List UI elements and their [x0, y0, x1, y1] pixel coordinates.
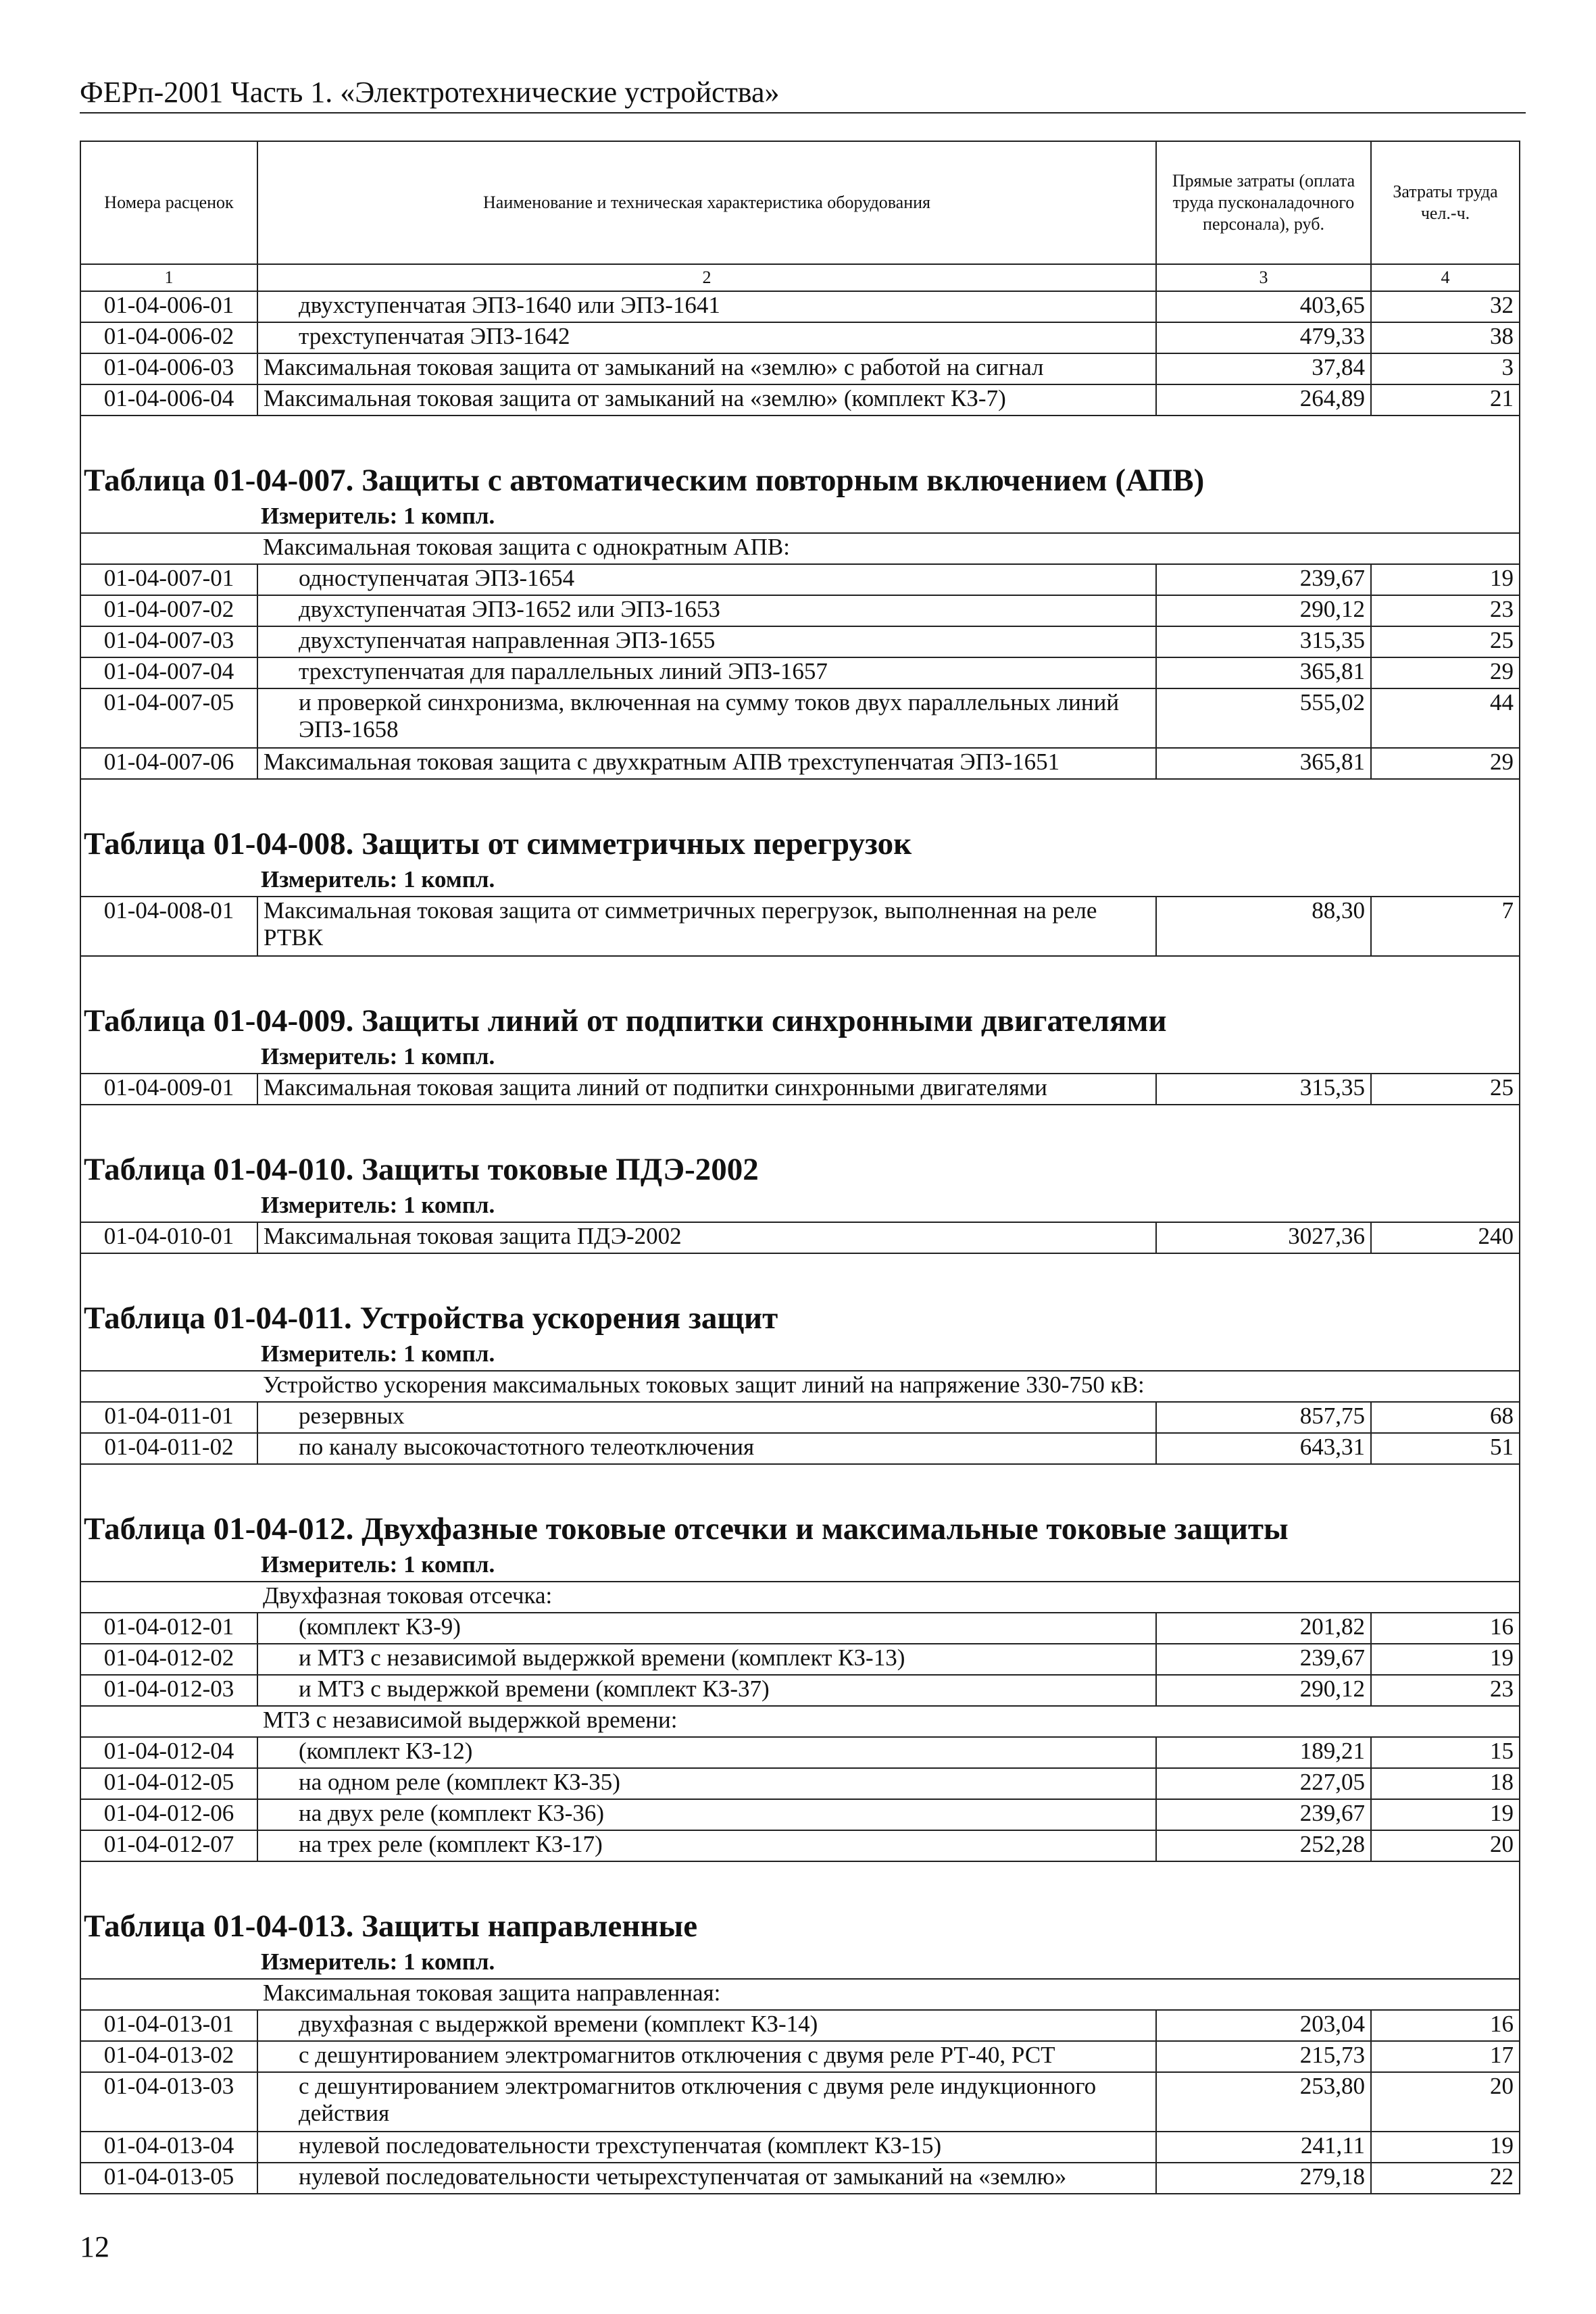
rate-cost: 3027,36	[1156, 1222, 1371, 1253]
table-row	[80, 1222, 1520, 1253]
measure-unit: Измеритель: 1 компл.	[80, 866, 1520, 897]
rate-labor: 29	[1371, 657, 1520, 688]
rate-cost: 241,11	[1156, 2132, 1371, 2163]
running-header: ФЕРп-2001 Часть 1. «Электротехнические устройства»	[80, 76, 780, 109]
rate-code: 01-04-013-03	[80, 2072, 257, 2132]
rate-code: 01-04-012-07	[80, 1830, 257, 1861]
rate-name: и МТЗ с независимой выдержкой времени (комплект КЗ-13)	[257, 1644, 1156, 1675]
group-row	[80, 1979, 1520, 2010]
measure-unit: Измеритель: 1 компл.	[80, 1192, 1520, 1222]
group-blank	[80, 1371, 257, 1402]
rate-labor: 22	[1371, 2163, 1520, 2194]
rate-labor: 38	[1371, 322, 1520, 353]
rate-labor: 19	[1371, 2132, 1520, 2163]
rate-name: трехступенчатая для параллельных линий ЭПЗ-1657	[257, 657, 1156, 688]
rate-cost: 857,75	[1156, 1402, 1371, 1433]
rate-code: 01-04-013-05	[80, 2163, 257, 2194]
rate-cost: 88,30	[1156, 897, 1371, 956]
rate-code: 01-04-008-01	[80, 897, 257, 956]
rate-name: Максимальная токовая защита линий от подпитки синхронными двигателями	[257, 1074, 1156, 1105]
table-row	[80, 1737, 1520, 1768]
rate-name: нулевой последовательности трехступенчатая (комплект КЗ-15)	[257, 2132, 1156, 2163]
rate-code: 01-04-012-06	[80, 1799, 257, 1830]
rate-labor: 18	[1371, 1768, 1520, 1799]
table-row	[80, 657, 1520, 688]
table-title-text: Таблица 01-04-009. Защиты линий от подпитки синхронными двигателями	[84, 1003, 1167, 1038]
rate-code: 01-04-011-01	[80, 1402, 257, 1433]
rate-cost: 227,05	[1156, 1768, 1371, 1799]
measure-unit: Измеритель: 1 компл.	[80, 1948, 1520, 1979]
rate-code: 01-04-007-02	[80, 595, 257, 626]
table-title-text: Таблица 01-04-007. Защиты с автоматическим повторным включением (АПВ)	[84, 463, 1205, 498]
rate-name: и МТЗ с выдержкой времени (комплект КЗ-37)	[257, 1675, 1156, 1706]
group-row	[80, 1582, 1520, 1613]
table-title	[80, 1901, 1520, 1948]
spacer	[80, 779, 1520, 819]
rate-labor: 32	[1371, 291, 1520, 322]
rate-cost: 215,73	[1156, 2041, 1371, 2072]
column-number: 1	[80, 264, 257, 291]
table-row	[80, 1402, 1520, 1433]
rate-labor: 23	[1371, 595, 1520, 626]
table-row	[80, 1830, 1520, 1861]
group-row	[80, 1706, 1520, 1737]
table-row	[80, 1433, 1520, 1464]
table-row	[80, 2163, 1520, 2194]
group-label: МТЗ с независимой выдержкой времени:	[257, 1706, 1520, 1737]
rate-code: 01-04-012-01	[80, 1613, 257, 1644]
rate-cost: 643,31	[1156, 1433, 1371, 1464]
table-row	[80, 322, 1520, 353]
rates-frame	[80, 141, 1519, 2194]
rate-cost: 239,67	[1156, 1799, 1371, 1830]
spacer	[80, 956, 1520, 996]
rate-code: 01-04-012-04	[80, 1737, 257, 1768]
rate-code: 01-04-013-02	[80, 2041, 257, 2072]
group-blank	[80, 1706, 257, 1737]
rate-name: двухступенчатая направленная ЭПЗ-1655	[257, 626, 1156, 657]
table-title-text: Таблица 01-04-008. Защиты от симметричных перегрузок	[84, 826, 912, 861]
rate-name: двухступенчатая ЭПЗ-1640 или ЭПЗ-1641	[257, 291, 1156, 322]
rate-name: и проверкой синхронизма, включенная на сумму токов двух параллельных линий ЭПЗ-1658	[257, 688, 1156, 748]
rate-labor: 3	[1371, 353, 1520, 384]
rate-name: с дешунтированием электромагнитов отключения с двумя реле РТ-40, РСТ	[257, 2041, 1156, 2072]
rate-name: (комплект КЗ-9)	[257, 1613, 1156, 1644]
header-rule	[80, 112, 1526, 114]
table-title	[80, 819, 1520, 866]
rate-name: на трех реле (комплект КЗ-17)	[257, 1830, 1156, 1861]
rate-cost: 201,82	[1156, 1613, 1371, 1644]
table-row	[80, 748, 1520, 779]
table-title-text: Таблица 01-04-013. Защиты направленные	[84, 1909, 698, 1944]
rate-cost: 252,28	[1156, 1830, 1371, 1861]
table-row	[80, 595, 1520, 626]
rates-table	[80, 141, 1520, 2194]
spacer	[80, 416, 1520, 455]
rate-code: 01-04-011-02	[80, 1433, 257, 1464]
column-number: 2	[257, 264, 1156, 291]
measure-unit: Измеритель: 1 компл.	[80, 1043, 1520, 1074]
rate-name: Максимальная токовая защита от замыканий на «землю» (комплект КЗ-7)	[257, 384, 1156, 416]
group-row	[80, 1371, 1520, 1402]
spacer	[80, 1105, 1520, 1145]
group-label: Максимальная токовая защита с однократным АПВ:	[257, 533, 1520, 564]
measure-unit: Измеритель: 1 компл.	[80, 1340, 1520, 1371]
rate-name: одноступенчатая ЭПЗ-1654	[257, 564, 1156, 595]
rate-labor: 16	[1371, 1613, 1520, 1644]
rate-name: Максимальная токовая защита ПДЭ-2002	[257, 1222, 1156, 1253]
table-row	[80, 1644, 1520, 1675]
rate-name: трехступенчатая ЭПЗ-1642	[257, 322, 1156, 353]
rate-cost: 403,65	[1156, 291, 1371, 322]
table-row	[80, 1768, 1520, 1799]
rate-cost: 264,89	[1156, 384, 1371, 416]
table-title	[80, 1145, 1520, 1192]
rate-code: 01-04-012-05	[80, 1768, 257, 1799]
table-title-text: Таблица 01-04-012. Двухфазные токовые отсечки и максимальные токовые защиты	[84, 1511, 1289, 1546]
rate-name: (комплект КЗ-12)	[257, 1737, 1156, 1768]
rate-cost: 315,35	[1156, 626, 1371, 657]
rate-labor: 17	[1371, 2041, 1520, 2072]
rate-name: Максимальная токовая защита от замыканий на «землю» с работой на сигнал	[257, 353, 1156, 384]
rate-code: 01-04-006-01	[80, 291, 257, 322]
rate-code: 01-04-006-03	[80, 353, 257, 384]
table-row	[80, 688, 1520, 748]
table-row	[80, 1675, 1520, 1706]
table-row	[80, 564, 1520, 595]
group-blank	[80, 1979, 257, 2010]
table-row	[80, 2041, 1520, 2072]
spacer	[80, 1253, 1520, 1293]
rate-cost: 315,35	[1156, 1074, 1371, 1105]
table-row	[80, 897, 1520, 956]
rate-cost: 555,02	[1156, 688, 1371, 748]
page-number: 12	[80, 2230, 109, 2263]
rate-code: 01-04-009-01	[80, 1074, 257, 1105]
table-row	[80, 1613, 1520, 1644]
rate-code: 01-04-007-04	[80, 657, 257, 688]
rate-labor: 25	[1371, 1074, 1520, 1105]
group-label: Двухфазная токовая отсечка:	[257, 1582, 1520, 1613]
table-row	[80, 1074, 1520, 1105]
column-number: 3	[1156, 264, 1371, 291]
table-title-text: Таблица 01-04-010. Защиты токовые ПДЭ-2002	[84, 1152, 759, 1187]
rate-cost: 290,12	[1156, 1675, 1371, 1706]
table-row	[80, 2072, 1520, 2132]
rate-code: 01-04-013-04	[80, 2132, 257, 2163]
rate-name: двухфазная с выдержкой времени (комплект КЗ-14)	[257, 2010, 1156, 2041]
rate-cost: 365,81	[1156, 748, 1371, 779]
table-title	[80, 1504, 1520, 1551]
rate-code: 01-04-006-02	[80, 322, 257, 353]
table-row	[80, 2132, 1520, 2163]
rate-labor: 20	[1371, 1830, 1520, 1861]
rate-code: 01-04-006-04	[80, 384, 257, 416]
rate-labor: 240	[1371, 1222, 1520, 1253]
measure-unit: Измеритель: 1 компл.	[80, 1551, 1520, 1582]
rate-name: Максимальная токовая защита с двухкратным АПВ трехступенчатая ЭПЗ-1651	[257, 748, 1156, 779]
column-header-name: Наименование и техническая характеристика оборудования	[257, 141, 1156, 264]
rate-code: 01-04-013-01	[80, 2010, 257, 2041]
rate-code: 01-04-012-02	[80, 1644, 257, 1675]
rate-labor: 7	[1371, 897, 1520, 956]
rate-name: резервных	[257, 1402, 1156, 1433]
rate-labor: 20	[1371, 2072, 1520, 2132]
rate-labor: 21	[1371, 384, 1520, 416]
rate-cost: 37,84	[1156, 353, 1371, 384]
rate-name: на одном реле (комплект КЗ-35)	[257, 1768, 1156, 1799]
rate-labor: 16	[1371, 2010, 1520, 2041]
rate-labor: 29	[1371, 748, 1520, 779]
rate-cost: 253,80	[1156, 2072, 1371, 2132]
rate-code: 01-04-007-03	[80, 626, 257, 657]
rate-name: нулевой последовательности четырехступенчатая от замыканий на «землю»	[257, 2163, 1156, 2194]
rate-name: двухступенчатая ЭПЗ-1652 или ЭПЗ-1653	[257, 595, 1156, 626]
rate-cost: 203,04	[1156, 2010, 1371, 2041]
measure-unit: Измеритель: 1 компл.	[80, 503, 1520, 533]
spacer	[80, 1861, 1520, 1901]
rate-cost: 239,67	[1156, 564, 1371, 595]
group-blank	[80, 1582, 257, 1613]
rate-code: 01-04-007-05	[80, 688, 257, 748]
group-row	[80, 533, 1520, 564]
rate-name: Максимальная токовая защита от симметричных перегрузок, выполненная на реле РТВК	[257, 897, 1156, 956]
rate-name: на двух реле (комплект КЗ-36)	[257, 1799, 1156, 1830]
spacer	[80, 1464, 1520, 1504]
rate-cost: 239,67	[1156, 1644, 1371, 1675]
rate-name: по каналу высокочастотного телеотключения	[257, 1433, 1156, 1464]
rate-labor: 44	[1371, 688, 1520, 748]
rate-code: 01-04-007-06	[80, 748, 257, 779]
rate-labor: 19	[1371, 1799, 1520, 1830]
rate-labor: 19	[1371, 1644, 1520, 1675]
table-row	[80, 626, 1520, 657]
rate-cost: 479,33	[1156, 322, 1371, 353]
table-title	[80, 455, 1520, 503]
rate-name: с дешунтированием электромагнитов отключения с двумя реле индукционного действия	[257, 2072, 1156, 2132]
rate-cost: 290,12	[1156, 595, 1371, 626]
rate-cost: 365,81	[1156, 657, 1371, 688]
column-header-cost: Прямые затраты (оплата труда пусконаладочного персонала), руб.	[1156, 141, 1371, 264]
table-row	[80, 384, 1520, 416]
rate-labor: 25	[1371, 626, 1520, 657]
table-title	[80, 1293, 1520, 1340]
rate-cost: 279,18	[1156, 2163, 1371, 2194]
table-row	[80, 1799, 1520, 1830]
table-title-text: Таблица 01-04-011. Устройства ускорения защит	[84, 1301, 778, 1336]
rate-labor: 15	[1371, 1737, 1520, 1768]
rate-cost: 189,21	[1156, 1737, 1371, 1768]
table-title	[80, 996, 1520, 1043]
rate-labor: 51	[1371, 1433, 1520, 1464]
column-header-labor: Затраты труда чел.-ч.	[1371, 141, 1520, 264]
column-header-codes: Номера расценок	[80, 141, 257, 264]
column-number: 4	[1371, 264, 1520, 291]
rate-labor: 68	[1371, 1402, 1520, 1433]
rate-code: 01-04-007-01	[80, 564, 257, 595]
rate-labor: 23	[1371, 1675, 1520, 1706]
rate-code: 01-04-012-03	[80, 1675, 257, 1706]
rate-labor: 19	[1371, 564, 1520, 595]
group-label: Устройство ускорения максимальных токовых защит линий на напряжение 330-750 кВ:	[257, 1371, 1520, 1402]
group-label: Максимальная токовая защита направленная:	[257, 1979, 1520, 2010]
table-row	[80, 2010, 1520, 2041]
table-row	[80, 353, 1520, 384]
group-blank	[80, 533, 257, 564]
rate-code: 01-04-010-01	[80, 1222, 257, 1253]
table-row	[80, 291, 1520, 322]
